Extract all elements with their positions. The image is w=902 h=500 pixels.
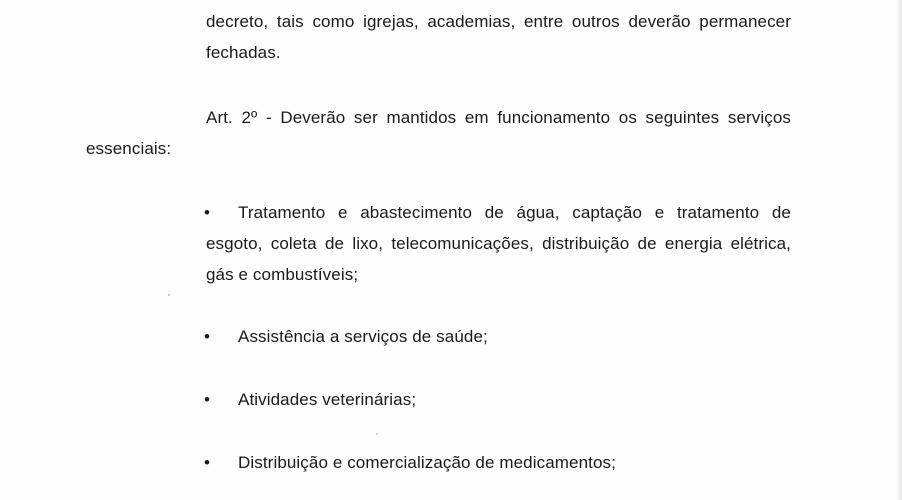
- article-2-line-1: Art. 2º - Deverão ser mantidos em funcionamento os seguintes serviços: [206, 108, 791, 127]
- scan-speck: [168, 294, 170, 296]
- list-item-3: Atividades veterinárias;: [238, 390, 417, 409]
- scan-edge: [898, 0, 902, 500]
- bullet-icon: •: [204, 203, 210, 222]
- list-item-1-line-3: gás e combustíveis;: [206, 265, 359, 284]
- list-item-1-line-1: Tratamento e abastecimento de água, captação e tratamento de: [238, 203, 791, 222]
- bullet-icon: •: [204, 453, 210, 472]
- article-2-line-2: essenciais:: [86, 139, 172, 158]
- intro-line-2: fechadas.: [206, 43, 281, 62]
- list-item-4: Distribuição e comercialização de medicamentos;: [238, 453, 616, 472]
- list-item-2: Assistência a serviços de saúde;: [238, 327, 488, 346]
- bullet-icon: •: [204, 327, 210, 346]
- intro-line-1: decreto, tais como igrejas, academias, entre outros deverão permanecer: [206, 12, 791, 31]
- scan-speck: [376, 433, 378, 435]
- list-item-1-line-2: esgoto, coleta de lixo, telecomunicações, distribuição de energia elétrica,: [206, 234, 791, 253]
- bullet-icon: •: [204, 390, 210, 409]
